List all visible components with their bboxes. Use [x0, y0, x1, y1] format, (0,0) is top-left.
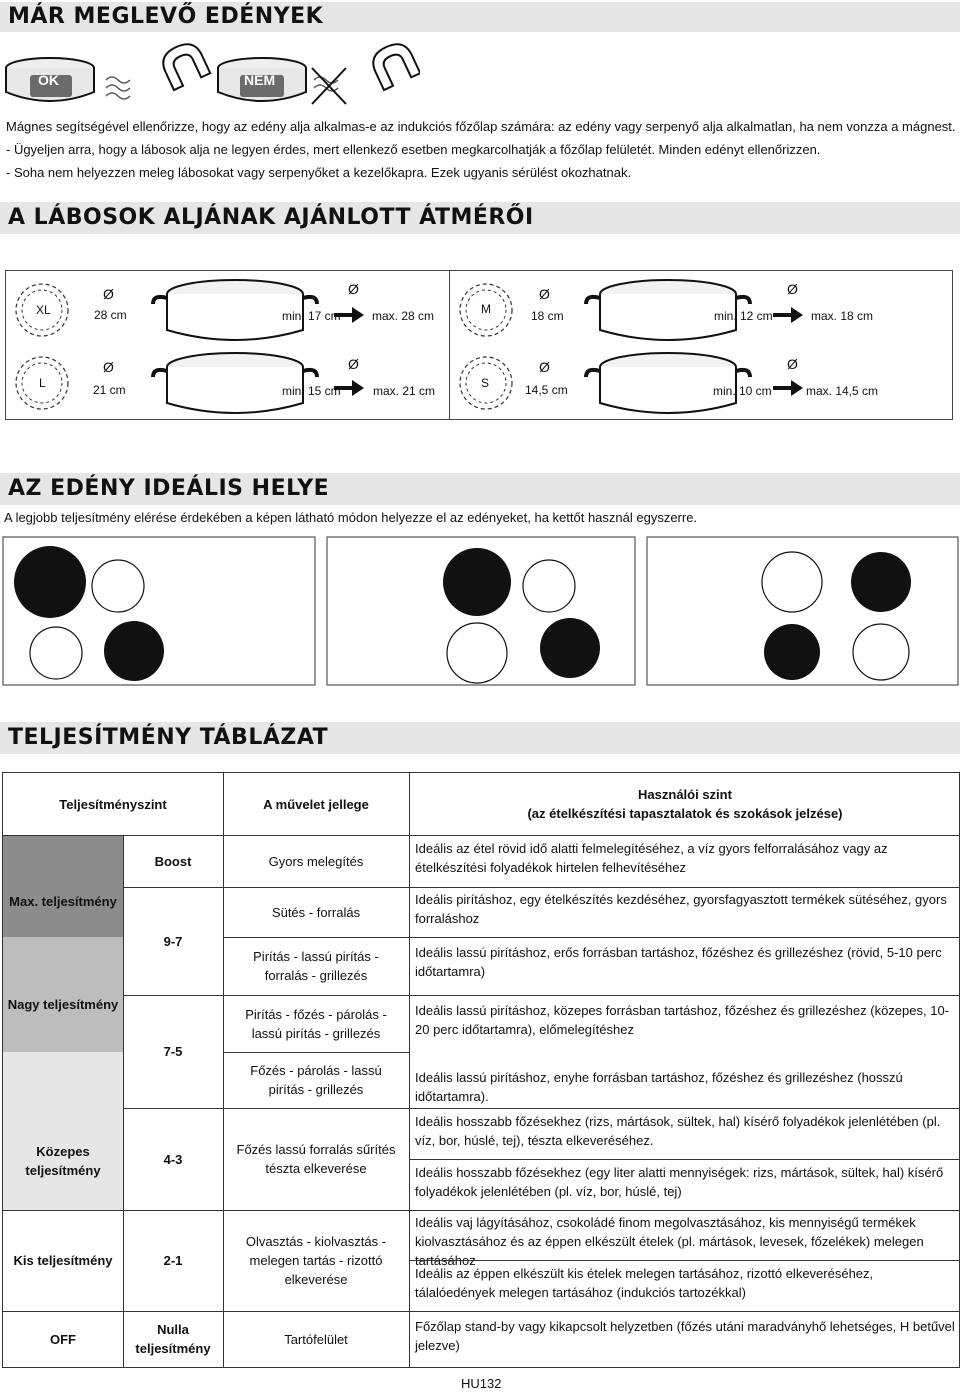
- zone-max-xl: max. 28 cm: [372, 309, 435, 323]
- zone-max-l: max. 21 cm: [373, 384, 436, 398]
- header-user: Használói szint (az ételkészítési tapasztalatok és szokások jelzése): [527, 787, 843, 821]
- user-2: Ideális lassú pirításhoz, erős forrásban tartáshoz, főzéshez és grillezéshez (rövid, 5-10 perc időtartamra): [415, 945, 942, 979]
- section-title-ideal-place: AZ EDÉNY IDEÁLIS HELYE: [0, 473, 960, 505]
- dia-symbol: Ø: [348, 356, 359, 372]
- operation-7: Tartófelület: [284, 1331, 348, 1347]
- level-medium: Közepes teljesítmény: [25, 1144, 101, 1178]
- zone-min-xl: min. 17 cm: [282, 309, 341, 323]
- hob-layout-1: [3, 537, 315, 685]
- dia-symbol: Ø: [787, 356, 798, 372]
- level-off: OFF: [50, 1331, 76, 1347]
- ideal-place-text: A legjobb teljesítmény elérése érdekében a képen látható módon helyezze el az edényeket, ha kettőt használ egyszerre.: [4, 510, 698, 525]
- user-0: Ideális az étel rövid idő alatti felmelegítéséhez, a víz gyors felforralásához vagy az ételkészítési folyadékok hirtelen felhevítéséhez: [415, 841, 888, 875]
- setting-7-5: 7-5: [163, 1044, 183, 1059]
- user-4: Ideális lassú pirításhoz, enyhe forrásban tartáshoz, főzéshez és grillezéshez (hosszú időtartamra).: [415, 1070, 903, 1104]
- user-6: Ideális hosszabb főzésekhez (egy liter alatti mennyiségek: rizs, mártások, sültek, hal) kísérő folyadékok jelenlétében (pl. víz, bor, húslé, tej): [415, 1165, 944, 1199]
- user-1: Ideális pirításhoz, egy ételkészítés kezdéséhez, gyorsfagyasztott termékek sütéséhez, gyors forraláshoz: [415, 892, 947, 926]
- zone-size-s: S: [481, 376, 490, 390]
- level-high: Nagy teljesítmény: [7, 997, 119, 1012]
- page-number: HU132: [461, 1376, 502, 1391]
- level-low: Kis teljesítmény: [13, 1253, 113, 1268]
- section-title-existing-pans: MÁR MEGLEVŐ EDÉNYEK: [0, 2, 960, 32]
- operation-4: Főzés - párolás - lassú pirítás - grillezés: [250, 1063, 382, 1097]
- zone-max-s: max. 14,5 cm: [806, 384, 879, 398]
- setting-9-7: 9-7: [163, 933, 183, 949]
- dia-symbol: Ø: [787, 281, 798, 297]
- setting-2-1: 2-1: [163, 1253, 183, 1268]
- header-operation: A művelet jellege: [263, 796, 369, 812]
- zone-dia-s: 14,5 cm: [525, 383, 568, 397]
- user-3: Ideális lassú pirításhoz, közepes forrásban tartáshoz, főzéshez és grillezéshez (közepes, 10-20 perc időtartamra), előmelegítéshez: [415, 1003, 949, 1037]
- instruction-2: - Ügyeljen arra, hogy a lábosok alja ne legyen érdes, mert ellenkező esetben megkarcolhatják a főzőlap felületét. Minden edényt ellenőrizzen.: [6, 142, 821, 157]
- zone-max-m: max. 18 cm: [811, 309, 874, 323]
- hob-layout-2: [327, 537, 635, 685]
- dia-symbol: Ø: [539, 286, 550, 302]
- section-title-power-table: TELJESÍTMÉNY TÁBLÁZAT: [0, 722, 960, 754]
- arrow-s-icon: [773, 380, 803, 396]
- ok-label: OK: [38, 72, 59, 88]
- dia-symbol: Ø: [103, 359, 114, 375]
- level-max: Max. teljesítmény: [9, 893, 117, 909]
- user-8: Ideális az éppen elkészült kis ételek melegen tartásához, rizottó elkeveréséhez, tálalóedények melegen tartásához (indukciós tartozékkal): [415, 1266, 874, 1300]
- magnet-test-illustration: [0, 40, 420, 112]
- setting-zero: Nulla teljesítmény: [135, 1322, 211, 1356]
- zone-size-m: M: [481, 302, 491, 316]
- dia-symbol: Ø: [348, 281, 359, 297]
- zone-size-xl: XL: [36, 303, 51, 317]
- magnet-icon-2: [368, 40, 420, 90]
- instruction-1: Mágnes segítségével ellenőrizze, hogy az edény alja alkalmas-e az indukciós főzőlap számára: az edény vagy serpenyő alja alkalmatlan, ha nem vonzza a mágnest.: [6, 119, 956, 134]
- setting-boost: Boost: [154, 853, 192, 869]
- zone-dia-xl: 28 cm: [94, 308, 127, 322]
- zone-min-l: min. 15 cm: [282, 384, 341, 398]
- zone-size-l: L: [39, 376, 46, 390]
- operation-5: Főzés lassú forralás sűrítés tészta elkeverése: [236, 1142, 396, 1176]
- zone-min-m: min. 12 cm: [714, 309, 773, 323]
- heat-wave-icon: [106, 77, 130, 99]
- operation-3: Pirítás - főzés - párolás - lassú pirítás - grillezés: [245, 1006, 387, 1041]
- zone-min-s: min. 10 cm: [713, 384, 772, 398]
- operation-2: Pirítás - lassú pirítás - forralás - grillezés: [253, 949, 379, 983]
- user-9: Főzőlap stand-by vagy kikapcsolt helyzetben (főzés utáni maradványhő lehetséges, H betűvel jelezve): [415, 1319, 955, 1353]
- zone-dia-l: 21 cm: [93, 383, 126, 397]
- setting-4-3: 4-3: [163, 1151, 183, 1167]
- dia-symbol: Ø: [103, 286, 114, 302]
- pot-l-icon: [153, 353, 317, 413]
- operation-6: Olvasztás - kiolvasztás - melegen tartás - rizottó elkeverése: [245, 1234, 387, 1287]
- magnet-icon: [158, 40, 210, 90]
- arrow-m-icon: [773, 307, 803, 323]
- user-5: Ideális hosszabb főzésekhez (rizs, mártások, sültek, hal) kísérő folyadékok jelenlétében (pl. víz, bor, húslé, tej), tészta elkeveréséhez.: [415, 1114, 941, 1148]
- hob-layouts: [0, 536, 960, 688]
- no-label: NEM: [244, 72, 276, 88]
- header-level: Teljesítményszint: [59, 796, 167, 812]
- power-table: [2, 772, 960, 1368]
- zone-dia-m: 18 cm: [531, 309, 564, 323]
- instruction-3: - Soha nem helyezzen meleg lábosokat vagy serpenyőket a kezelőkapra. Ezek ugyanis sérülést okozhatnak.: [6, 165, 632, 180]
- operation-0: Gyors melegítés: [268, 853, 364, 869]
- section-title-diameters: A LÁBOSOK ALJÁNAK AJÁNLOTT ÁTMÉRŐI: [0, 202, 960, 234]
- operation-1: Sütés - forralás: [271, 904, 361, 920]
- dia-symbol: Ø: [539, 359, 550, 375]
- hob-layout-3: [647, 537, 958, 685]
- user-7: Ideális vaj lágyításához, csokoládé finom megolvasztásához, kis mennyiségű termékek kiolvasztásához és az éppen elkészült ételek (pl. mártások, levesek, főzelékek) melegen tartásához: [415, 1215, 924, 1268]
- pot-s-icon: [586, 353, 750, 413]
